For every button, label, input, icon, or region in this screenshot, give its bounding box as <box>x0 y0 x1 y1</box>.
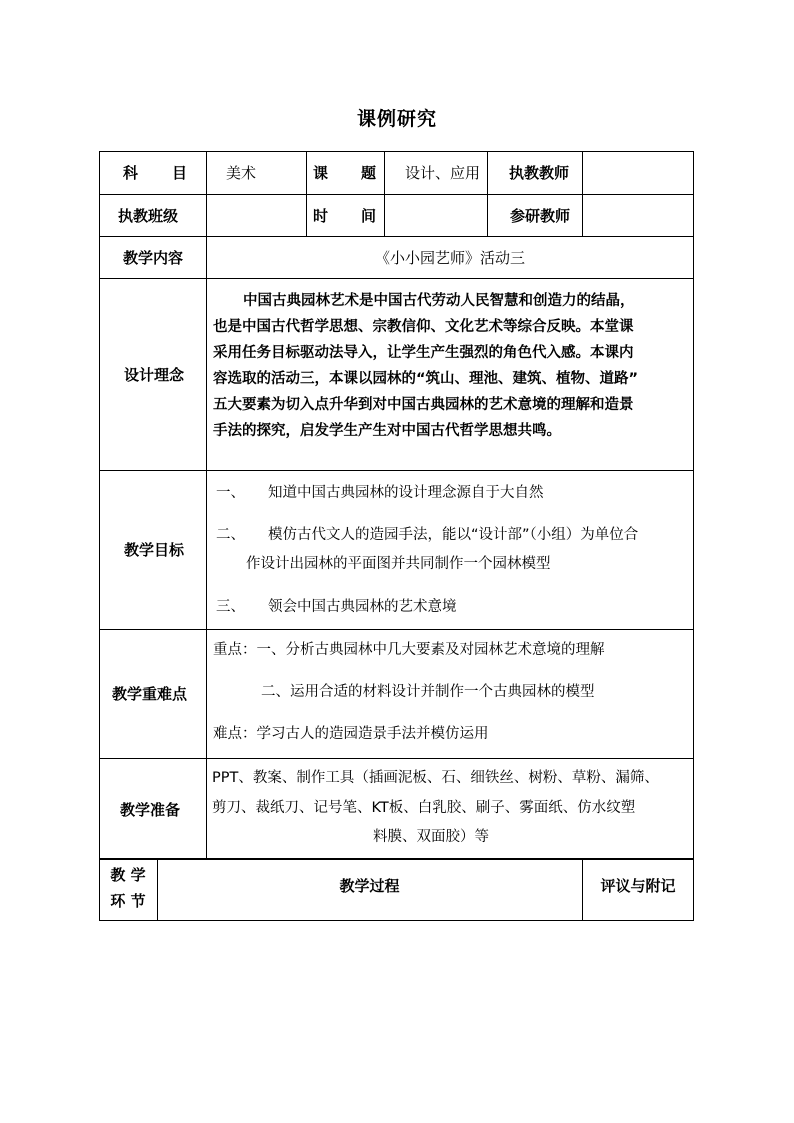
topic-value: 设计、应用 <box>405 164 481 182</box>
design-label: 设计理念 <box>124 365 185 384</box>
time-value <box>390 194 484 236</box>
prep-line: 料膜、双面胶）等 <box>373 829 489 845</box>
col-divider <box>384 151 385 236</box>
design-paragraph <box>213 288 691 444</box>
prep-line: PPT、教案、制作工具（插画泥板、石、细铁丝、树粉、草粉、漏筛、 <box>212 770 659 786</box>
design-line: 容选取的活动三，本课以园林的“筑山、理池、建筑、植物、道路” <box>213 371 639 387</box>
difficulty-point: 难点：学习古人的造园造景手法并模仿运用 <box>213 726 489 742</box>
class-value <box>212 194 304 236</box>
col-divider <box>306 151 307 236</box>
goals-label: 教学目标 <box>124 541 185 559</box>
col-divider <box>487 151 488 236</box>
key-point-1: 重点：一、分析古典园林中几大要素及对园林艺术意境的理解 <box>213 642 605 658</box>
observer-label: 参研教师 <box>510 206 571 225</box>
goal-text-continued: 作设计出园林的平面图并共同制作一个园林模型 <box>246 556 551 572</box>
design-line: 中国古典园林艺术是中国古代劳动人民智慧和创造力的结晶， <box>243 293 635 309</box>
subject-value: 美术 <box>226 164 257 182</box>
page-title: 课例研究 <box>356 108 437 130</box>
key-label: 教学重难点 <box>112 685 188 703</box>
class-label: 执教班级 <box>118 206 179 225</box>
teacher-value <box>590 151 690 194</box>
design-line: 手法的探究，启发学生产生对中国古代哲学思想共鸣。 <box>213 423 561 439</box>
time-label: 时 间 <box>313 206 376 225</box>
process-label: 教学过程 <box>339 876 400 895</box>
goal-number: 二、 <box>216 527 245 543</box>
goal-number: 一、 <box>216 485 245 501</box>
teacher-label: 执教教师 <box>509 164 570 182</box>
comment-label: 评议与附记 <box>600 876 676 895</box>
col-divider <box>582 151 583 236</box>
design-line: 也是中国古代哲学思想、宗教信仰、文化艺术等综合反映。本堂课 <box>213 319 634 335</box>
design-line: 采用任务目标驱动法导入，让学生产生强烈的角色代入感。本课内 <box>213 345 634 361</box>
content-label: 教学内容 <box>123 248 184 267</box>
observer-value <box>590 194 690 236</box>
goal-text: 领会中国古典园林的艺术意境 <box>268 599 457 615</box>
goal-text: 模仿古代文人的造园手法，能以“设计部”（小组）为单位合 <box>268 527 639 543</box>
key-point-2: 二、运用合适的材料设计并制作一个古典园林的模型 <box>261 684 595 700</box>
goal-text: 知道中国古典园林的设计理念源自于大自然 <box>268 485 544 501</box>
prep-line: 剪刀、裁纸刀、记号笔、KT板、白乳胶、刷子、雾面纸、仿水纹塑 <box>212 800 636 816</box>
stage-label: 教 学 环 节 <box>110 866 146 910</box>
prep-label: 教学准备 <box>120 800 181 819</box>
subject-label: 科 目 <box>123 164 187 182</box>
goal-number: 三、 <box>216 599 245 615</box>
design-line: 五大要素为切入点升华到对中国古典园林的艺术意境的理解和造景 <box>213 397 634 413</box>
content-value: 《小小园艺师》活动三 <box>374 248 525 267</box>
topic-label: 课 题 <box>313 164 376 182</box>
